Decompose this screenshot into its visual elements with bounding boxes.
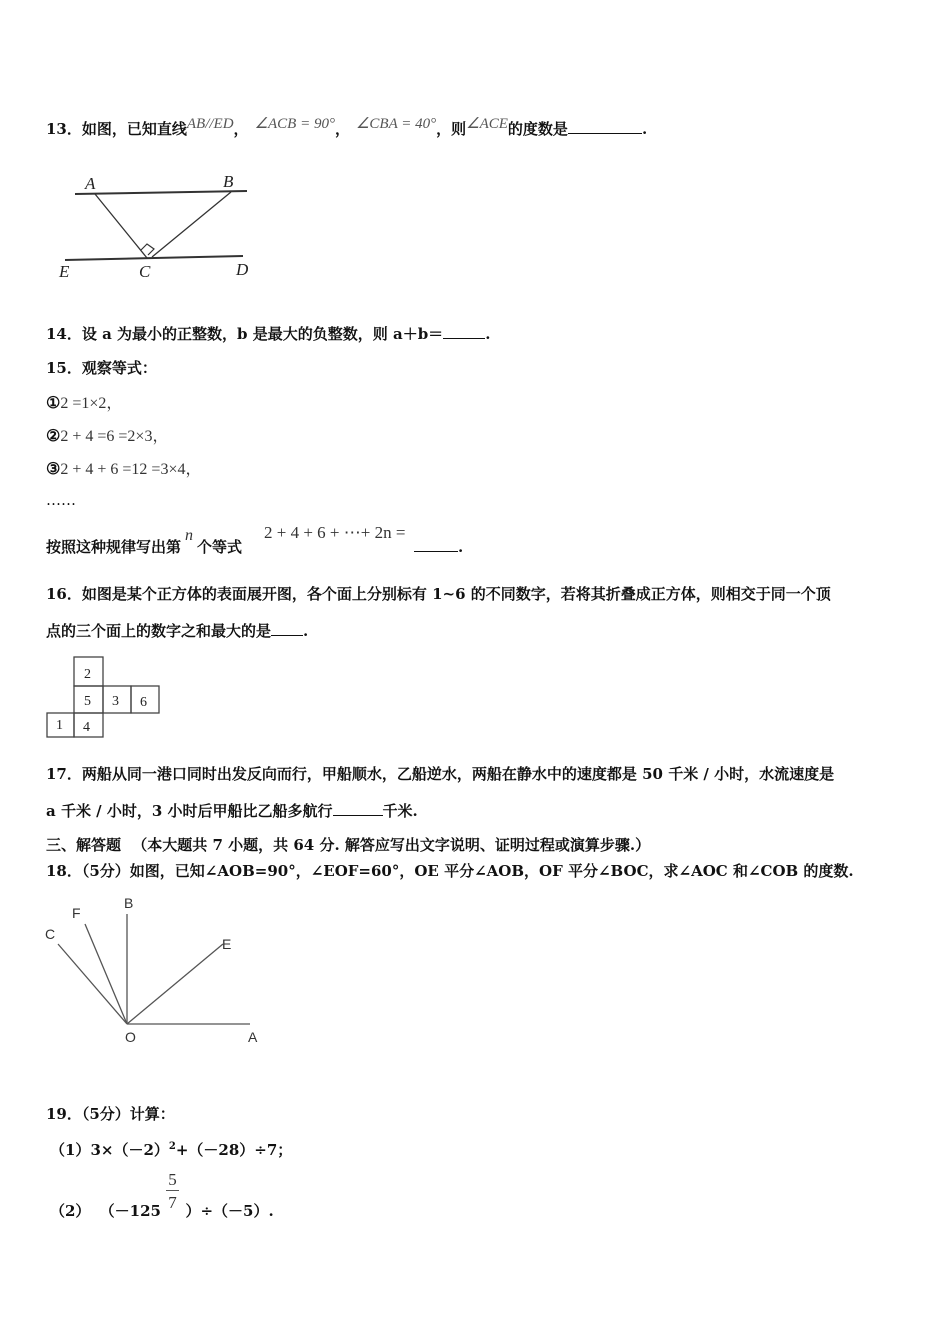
q19-part1-rest: +（－28）÷7； [175, 1141, 293, 1159]
question-14-text [46, 324, 490, 344]
q13-number: 13． [46, 120, 82, 138]
label-c: C [45, 926, 56, 942]
q13-sep: ， [334, 120, 350, 138]
section-3-title: 三、解答题 [46, 836, 122, 854]
label-f: F [72, 905, 81, 921]
label-b: B [223, 172, 234, 191]
q15-formula: 2 + 4 + 6 + ⋯+ 2n = [264, 523, 406, 542]
q17-line2a: a 千米 / 小时，3 小时后甲船比乙船多航行 [46, 802, 333, 820]
q13-angle-acb: ∠ACB = 90° [254, 116, 335, 132]
fraction-denominator: 7 [168, 1193, 177, 1212]
circled-3: ③ [46, 459, 61, 478]
q15-equation-1 [46, 390, 122, 413]
q18-angle-figure [40, 892, 270, 1050]
face-2: 2 [84, 667, 91, 682]
face-6: 6 [140, 695, 147, 710]
q15-answer-blank[interactable] [414, 537, 458, 552]
label-a: A [85, 174, 96, 193]
question-17-line2 [46, 801, 418, 821]
q19-part1-exponent: 2 [168, 1141, 176, 1152]
q15-eq2: 2 + 4 =6 =2×3， [60, 428, 169, 445]
q19-part2-label: （2） [50, 1202, 91, 1220]
q15-prompt-b: 个等式 [197, 538, 243, 556]
section-3-note: （本大题共 7 小题，共 64 分. 解答应写出文字说明、证明过程或演算步骤.） [132, 836, 651, 854]
question-19-title: 19．（5分）计算： [46, 1105, 175, 1123]
label-e: E [59, 262, 70, 281]
q13-parallel-expr: AB//ED [186, 116, 234, 132]
question-13-text [46, 114, 647, 139]
q16-end: . [303, 622, 309, 640]
q15-ellipsis: …… [46, 491, 76, 509]
label-o: O [125, 1029, 136, 1045]
question-18-text: 18．（5分）如图，已知∠AOB=90°，∠EOF=60°，OE 平分∠AOB，OF 平分∠BOC，求∠AOC 和∠COB 的度数. [46, 862, 854, 880]
face-5: 5 [84, 694, 91, 709]
label-e: E [222, 936, 232, 952]
q17-answer-blank[interactable] [333, 801, 383, 816]
q13-suffix: 的度数是 [507, 120, 568, 138]
q13-parallel-lines-figure [55, 170, 265, 285]
q19-part2-b: ）÷（－5）. [185, 1202, 274, 1220]
fraction-numerator: 5 [168, 1170, 177, 1189]
q16-cube-net-figure [44, 654, 164, 742]
face-3: 3 [112, 694, 119, 709]
q15-prompt-a: 按照这种规律写出第 [46, 538, 182, 556]
q19-part2-a: （－125 [99, 1202, 161, 1220]
label-b: B [124, 895, 134, 911]
face-4: 4 [83, 720, 90, 735]
question-16-line2 [46, 621, 308, 641]
q19-part1-label: （1） [50, 1141, 91, 1159]
q15-answer [414, 537, 463, 557]
q15-end: . [458, 538, 464, 556]
label-a: A [248, 1029, 258, 1045]
q19-part-1 [50, 1137, 292, 1160]
face-1: 1 [56, 718, 63, 733]
q13-sep: ，则 [436, 120, 467, 138]
fraction-bar [166, 1190, 179, 1191]
q16-answer-blank[interactable] [271, 621, 303, 636]
q13-end: . [641, 120, 648, 138]
q15-equation-2 [46, 423, 168, 446]
q13-sep: ， [233, 120, 249, 138]
q14-end: . [485, 325, 491, 343]
q13-angle-cba: ∠CBA = 40° [355, 116, 437, 132]
q15-eq1: 2 =1×2， [60, 395, 123, 412]
q15-equation-3 [46, 456, 201, 479]
question-17-line1: 17．两船从同一港口同时出发反向而行，甲船顺水，乙船逆水，两船在静水中的速度都是 50 千米 / 小时，水流速度是 [46, 765, 835, 783]
section-3-header [46, 835, 650, 855]
q16-line2: 点的三个面上的数字之和最大的是 [46, 622, 272, 640]
q13-prefix: 如图，已知直线 [81, 120, 187, 138]
q14-answer-blank[interactable] [443, 324, 485, 339]
q17-line2b: 千米. [382, 802, 418, 820]
q15-prompt [46, 527, 243, 558]
label-c: C [139, 262, 151, 281]
q19-fraction [166, 1170, 180, 1216]
q14-text: 14．设 a 为最小的正整数，b 是最大的负整数，则 a＋b＝ [46, 325, 444, 343]
q13-answer-blank[interactable] [568, 119, 642, 134]
question-15-title: 15．观察等式： [46, 359, 157, 377]
q19-part1-expr: 3×（－2） [90, 1141, 169, 1159]
circled-1: ① [46, 393, 61, 412]
q15-n: n [185, 527, 194, 544]
label-d: D [236, 260, 249, 279]
circled-2: ② [46, 426, 61, 445]
question-16-line1: 16．如图是某个正方体的表面展开图，各个面上分别标有 1~6 的不同数字，若将其折叠成正方体，则相交于同一个顶 [46, 585, 831, 603]
q15-eq3: 2 + 4 + 6 =12 =3×4， [60, 461, 202, 478]
q19-part-2 [50, 1170, 274, 1221]
q13-angle-ace: ∠ACE [466, 116, 508, 132]
